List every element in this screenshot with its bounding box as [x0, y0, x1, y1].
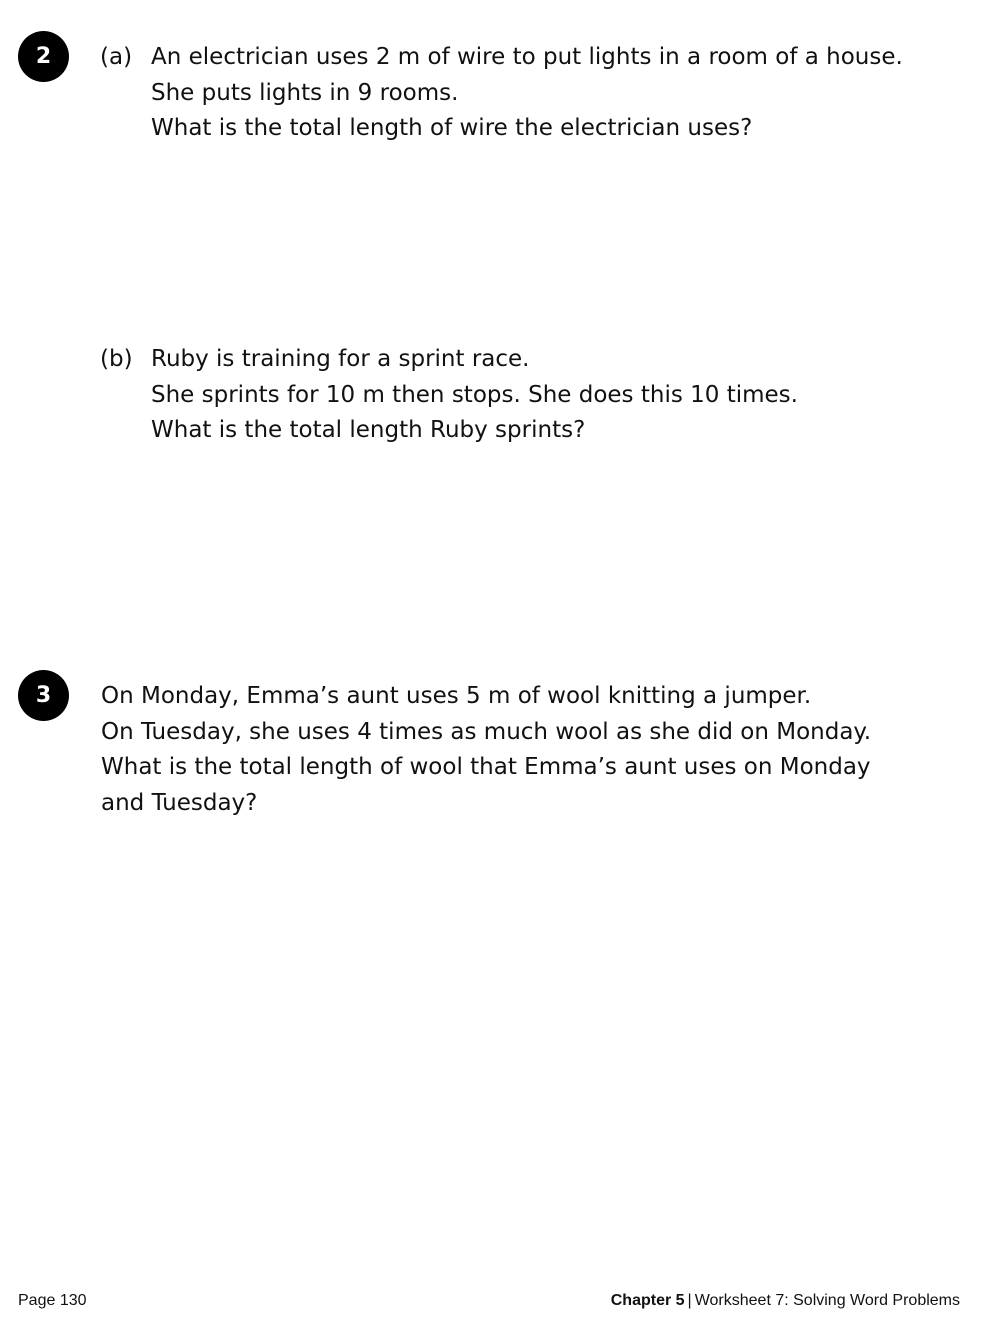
- part-a-line: An electrician uses 2 m of wire to put lights in a room of a house.: [151, 44, 903, 70]
- part-b-line: Ruby is training for a sprint race.: [151, 346, 530, 372]
- question-3-line: On Monday, Emma’s aunt uses 5 m of wool knitting a jumper.: [101, 683, 812, 709]
- part-a-text: [151, 40, 903, 147]
- question-number-3: 3: [18, 670, 69, 721]
- part-a-line: She puts lights in 9 rooms.: [151, 79, 459, 106]
- footer-separator: |: [687, 1292, 692, 1309]
- part-b-label: (b): [100, 346, 133, 372]
- question-3-line: and Tuesday?: [101, 789, 258, 816]
- question-3-line: On Tuesday, she uses 4 times as much wool as she did on Monday.: [101, 718, 872, 745]
- footer-chapter: Chapter 5: [610, 1292, 685, 1309]
- part-b-line: What is the total length Ruby sprints?: [151, 417, 586, 443]
- question-3-text: [101, 679, 871, 821]
- part-b-line: She sprints for 10 m then stops. She does this 10 times.: [151, 381, 798, 408]
- part-b-text: [151, 342, 798, 449]
- question-3-line: What is the total length of wool that Emma’s aunt uses on Monday: [101, 754, 871, 780]
- part-a-label: (a): [100, 44, 133, 70]
- part-a-line: What is the total length of wire the electrician uses?: [151, 115, 753, 141]
- question-number-2: 2: [18, 31, 69, 82]
- footer-chapter-info: [611, 1291, 960, 1311]
- footer-worksheet: Worksheet 7: Solving Word Problems: [694, 1292, 960, 1309]
- page-number: Page 130: [18, 1292, 87, 1309]
